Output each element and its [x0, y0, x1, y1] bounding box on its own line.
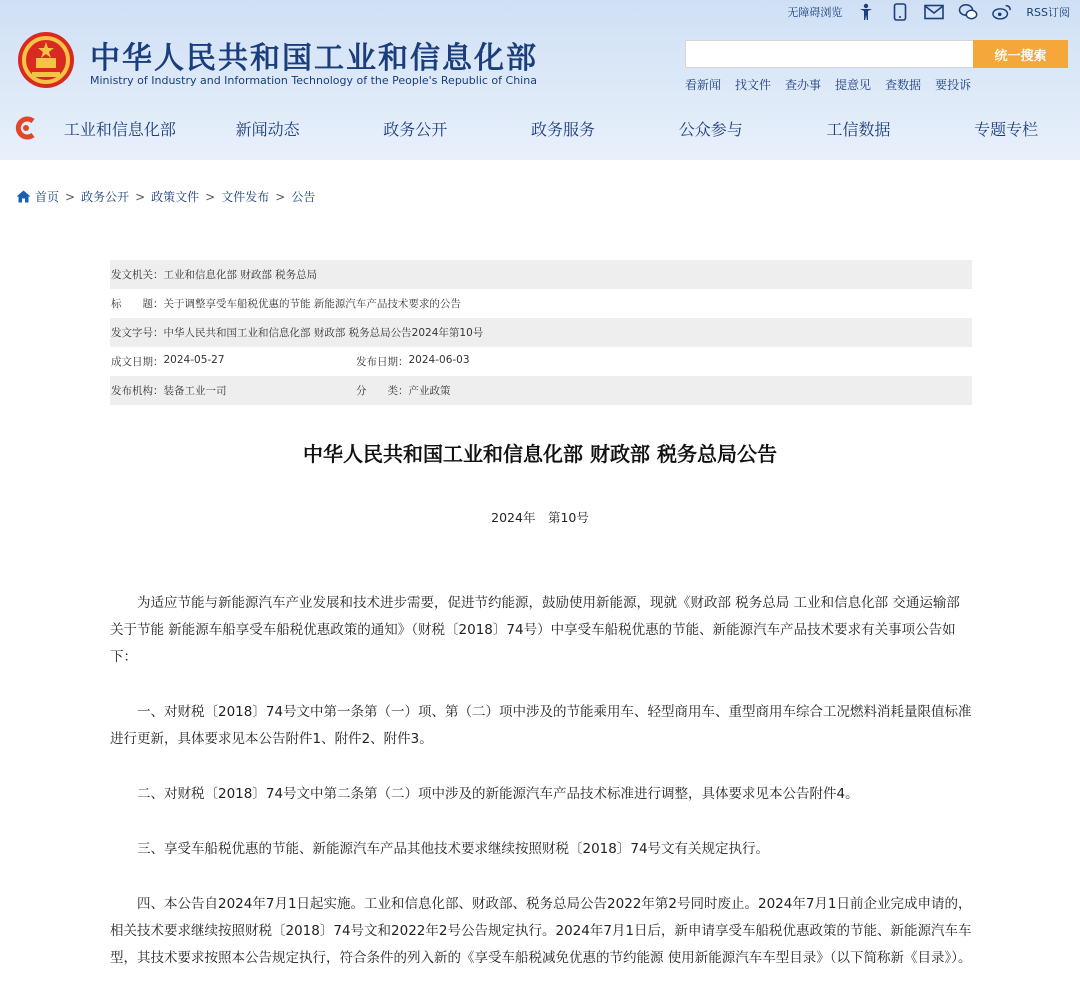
top-utility-bar [787, 0, 1070, 24]
main-nav [0, 100, 1080, 156]
nav-item-miit[interactable]: 工业和信息化部 [63, 119, 176, 139]
meta-issuer-value: 工业和信息化部 财政部 税务总局 [163, 269, 318, 281]
nav-item-gov-affairs[interactable]: 政务公开 [383, 119, 448, 139]
breadcrumb-separator: > [135, 189, 146, 204]
meta-row-agency [110, 376, 972, 405]
nav-item-gov-services[interactable]: 政务服务 [531, 119, 596, 139]
nav-item-public-participation[interactable]: 公众参与 [678, 119, 743, 139]
weibo-icon[interactable] [992, 3, 1012, 21]
site-title[interactable]: 中华人民共和国工业和信息化部 [90, 41, 538, 76]
meta-category-value: 产业政策 [408, 385, 451, 397]
meta-label: 发文字号： [111, 327, 164, 339]
accessibility-figure-icon[interactable] [856, 3, 876, 21]
quick-link-news[interactable]: 看新闻 [685, 78, 722, 92]
rss-link[interactable]: RSS订阅 [1026, 6, 1070, 19]
wechat-icon[interactable] [958, 3, 978, 21]
meta-label: 发文机关： [111, 269, 164, 281]
meta-category-cell [356, 383, 451, 398]
breadcrumb-home[interactable]: 首页 [35, 190, 60, 204]
meta-row-docno [110, 318, 972, 347]
site-title-english: Ministry of Industry and Information Technology of the People's Republic of China [90, 74, 537, 87]
meta-row-dates [110, 347, 972, 376]
breadcrumb-policy-docs[interactable]: 政策文件 [151, 190, 200, 204]
meta-row-issuer [110, 260, 972, 289]
mail-icon[interactable] [924, 3, 944, 21]
breadcrumb-doc-release[interactable]: 文件发布 [221, 190, 270, 204]
site-logo-icon[interactable] [6, 115, 46, 141]
body-paragraph: 一、对财税〔2018〕74号文中第一条第（一）项、第（二）项中涉及的节能乘用车、轻型商用车、重型商用车综合工况燃料消耗量限值标准进行更新，具体要求见本公告附件1、附件2、附件3。 [110, 704, 972, 747]
breadcrumb-separator: > [205, 189, 216, 204]
meta-label: 成文日期： [111, 356, 164, 368]
meta-row-title [110, 289, 972, 318]
breadcrumb-separator: > [65, 189, 76, 204]
nav-item-news[interactable]: 新闻动态 [235, 119, 300, 139]
search-bar [685, 40, 1068, 68]
nav-item-data[interactable]: 工信数据 [826, 119, 891, 139]
search-button[interactable]: 统一搜索 [973, 40, 1068, 68]
meta-agency-cell [111, 383, 356, 398]
meta-label: 发布日期： [356, 356, 409, 368]
site-header [0, 0, 1080, 160]
quick-link-data[interactable]: 查数据 [885, 78, 922, 92]
home-icon[interactable] [16, 190, 31, 203]
nav-item-special-topics[interactable]: 专题专栏 [974, 119, 1039, 139]
document-number: 2024年 第10号 [491, 510, 589, 525]
meta-created-value: 2024-05-27 [163, 354, 225, 366]
breadcrumb [16, 188, 315, 205]
accessibility-link[interactable]: 无障碍浏览 [787, 6, 843, 19]
meta-label: 发布机构： [111, 385, 164, 397]
meta-created-cell [111, 354, 356, 369]
meta-agency-value: 装备工业一司 [163, 385, 227, 397]
meta-label: 标 题： [111, 298, 164, 310]
meta-published-value: 2024-06-03 [408, 354, 470, 366]
quick-links [685, 76, 971, 93]
quick-link-feedback[interactable]: 提意见 [835, 78, 872, 92]
body-paragraph: 为适应节能与新能源汽车产业发展和技术进步需要，促进节约能源，鼓励使用新能源，现就《财政部 税务总局 工业和信息化部 交通运输部关于节能 新能源车船享受车船税优惠政策的通知》（财税〔2018〕74号）中享受车船税优惠的节能、新能源汽车产品技术要求有关事项公告如下： [110, 595, 960, 665]
meta-label: 分 类： [356, 385, 409, 397]
quick-link-complaint[interactable]: 要投诉 [935, 78, 972, 92]
body-paragraph: 二、对财税〔2018〕74号文中第二条第（二）项中涉及的新能源汽车产品技术标准进行调整，具体要求见本公告附件4。 [137, 786, 859, 802]
body-paragraph: 三、享受车船税优惠的节能、新能源汽车产品其他技术要求继续按照财税〔2018〕74号文有关规定执行。 [137, 841, 770, 857]
meta-published-cell [356, 354, 470, 369]
document-meta-table [110, 260, 972, 405]
breadcrumb-announcement[interactable]: 公告 [291, 190, 316, 204]
breadcrumb-separator: > [275, 189, 286, 204]
quick-link-files[interactable]: 找文件 [735, 78, 772, 92]
meta-title-value: 关于调整享受车船税优惠的节能 新能源汽车产品技术要求的公告 [163, 298, 461, 310]
national-emblem-icon [16, 30, 76, 90]
document-title: 中华人民共和国工业和信息化部 财政部 税务总局公告 [303, 442, 777, 466]
quick-link-services[interactable]: 查办事 [785, 78, 822, 92]
mobile-icon[interactable] [890, 3, 910, 21]
body-paragraph: 四、本公告自2024年7月1日起实施。工业和信息化部、财政部、税务总局公告2022年第2号同时废止。2024年7月1日前企业完成申请的，相关技术要求继续按照财税〔2018〕74号文和2022年2号公告规定执行。2024年7月1日后，新申请享受车船税优惠政策的节能、新能源汽车车型，其技术要求按照本公告规定执行，符合条件的列入新的《享受车船税减免优惠的节约能源 使用新能源汽车车型目录》（以下简称新《目录》）。 [110, 896, 972, 966]
breadcrumb-gov-affairs[interactable]: 政务公开 [81, 190, 130, 204]
search-input[interactable] [685, 40, 973, 68]
meta-docno-value: 中华人民共和国工业和信息化部 财政部 税务总局公告2024年第10号 [163, 327, 484, 339]
